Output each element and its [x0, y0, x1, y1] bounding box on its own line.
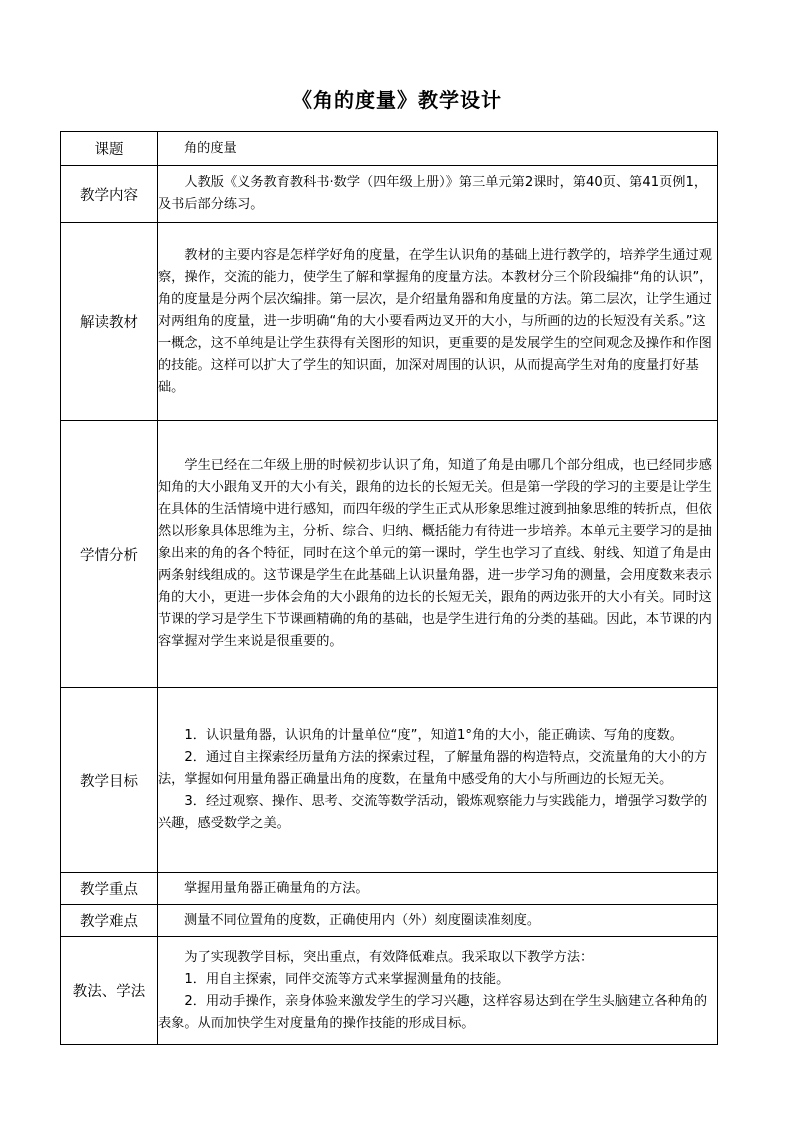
row-paragraph: 角的度量 [184, 140, 237, 156]
row-label: 教法、学法 [61, 937, 158, 1045]
row-paragraph: 1．认识量角器，认识角的计量单位“度”，知道1°角的大小，能正确读、写角的度数。 [184, 728, 683, 743]
row-content [158, 166, 718, 223]
row-paragraph: 为了实现教学目标，突出重点，有效降低难点。我采取以下教学方法： [184, 949, 594, 965]
table-row [61, 223, 718, 421]
row-content [158, 223, 718, 421]
table-row [61, 166, 718, 223]
row-paragraph: 掌握用量角器正确量角的方法。 [184, 880, 369, 896]
row-content [158, 873, 718, 905]
table-row [61, 421, 718, 688]
row-content [158, 905, 718, 937]
row-paragraph: 1．用自主探索，同伴交流等方式来掌握测量角的技能。 [184, 971, 510, 987]
lesson-plan-table [60, 131, 718, 1045]
row-paragraph: 学生已经在二年级上册的时候初步认识了角，知道了角是由哪几个部分组成，也已经同步感知角的大小跟角叉开的大小有关，跟角的边长的长短无关。但是第一学段的学习的主要是让学生在具体的生活情境中进行感知，而四年级的学生正式从形象思维过渡到抽象思维的转折点，但依然以形象具体思维为主，分析、综合、归纳、概括能力有待进一步培养。本单元主要学习的是抽象出来的角的各个特征，同时在这个单元的第一课时，学生也学习了直线、射线、知道了角是由两条射线组成的。这节课是学生在此基础上认识量角器，进一步学习角的测量，会用度数来表示角的大小，更进一步体会角的大小跟角的边长的长短无关，跟角的两边张开的大小有关。同时这节课的学习是学生下节课画精确的角的基础，也是学生进行角的分类的基础。因此，本节课的内容掌握对学生来说是很重要的。 [158, 458, 712, 649]
row-content [158, 688, 718, 873]
row-content [158, 132, 718, 166]
row-label: 教学难点 [61, 905, 158, 937]
row-label: 教学内容 [61, 166, 158, 223]
row-label: 学情分析 [61, 421, 158, 688]
row-content [158, 421, 718, 688]
row-label: 教学目标 [61, 688, 158, 873]
row-content [158, 937, 718, 1045]
row-label: 教学重点 [61, 873, 158, 905]
table-row [61, 873, 718, 905]
row-paragraph: 教材的主要内容是怎样学好角的度量，在学生认识角的基础上进行教学的，培养学生通过观察，操作，交流的能力，使学生了解和掌握角的度量方法。本教材分三个阶段编排“角的认识”，角的度量是分两个层次编排。第一层次，是介绍量角器和角度量的方法。第二层次，让学生通过对两组角的度量，进一步明确“角的大小要看两边叉开的大小，与所画的边的长短没有关系。”这一概念，这不单纯是让学生获得有关图形的知识，更重要的是发展学生的空间观念及操作和作图的技能。这样可以扩大了学生的知识面，加深对周围的认识，从而提高学生对角的度量打好基础。 [158, 247, 713, 395]
document-title: 《角的度量》教学设计 [292, 88, 502, 112]
row-paragraph: 测量不同位置角的度数，正确使用内（外）刻度圈读准刻度。 [184, 912, 541, 928]
table-row [61, 132, 718, 166]
row-paragraph: 2．用动手操作，亲身体验来激发学生的学习兴趣，这样容易达到在学生头脑建立各种角的表象。从而加快学生对度量角的操作技能的形成目标。 [158, 993, 708, 1031]
row-paragraph: 2．通过自主探索经历量角方法的探索过程，了解量角器的构造特点，交流量角的大小的方法，掌握如何用量角器正确量出角的度数，在量角中感受角的大小与所画边的长短无关。 [158, 750, 708, 787]
row-label: 解读教材 [61, 223, 158, 421]
table-row [61, 937, 718, 1045]
table-row [61, 688, 718, 873]
row-label: 课题 [61, 132, 158, 166]
table-row [61, 905, 718, 937]
row-paragraph: 3．经过观察、操作、思考、交流等数学活动，锻炼观察能力与实践能力，增强学习数学的兴趣，感受数学之美。 [158, 794, 708, 831]
row-paragraph: 人教版《义务教育教科书·数学（四年级上册）》第三单元第2课时，第40页、第41页例1，及书后部分练习。 [158, 175, 708, 212]
